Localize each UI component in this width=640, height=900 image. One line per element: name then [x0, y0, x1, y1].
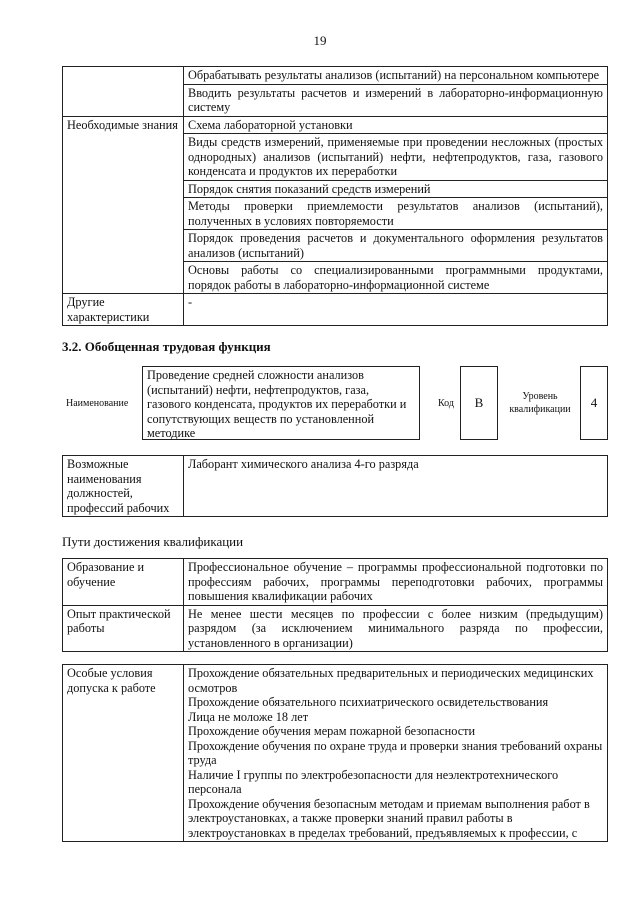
skill-item: Обрабатывать результаты анализов (испытаний) на персональном компьютере — [184, 67, 608, 85]
level-label: Уровень квалификации — [509, 391, 571, 415]
admission-table — [62, 664, 608, 842]
positions-label: Возможные наименования должностей, профессий рабочих — [63, 456, 184, 517]
admission-item: Прохождение обязательных предварительных и периодических медицинских осмотров — [188, 666, 594, 695]
positions-value: Лаборант химического анализа 4-го разряда — [184, 456, 608, 517]
paths-heading: Пути достижения квалификации — [62, 534, 244, 549]
row-label-knowledge: Необходимые знания — [63, 116, 184, 294]
function-name-label: Наименование — [66, 398, 129, 409]
admission-item: Прохождение обучения безопасным методам и приемам выполнения работ в электроустановках, а также проверки знаний правил работы в электроустановках в пределах требований, предъявляемых к профессии, с — [188, 796, 590, 840]
experience-label: Опыт практической работы — [63, 605, 184, 652]
function-header — [62, 366, 608, 442]
admission-item: Прохождение обучения мерам пожарной безопасности — [188, 724, 476, 738]
knowledge-item: Порядок снятия показаний средств измерений — [184, 180, 608, 198]
admission-item: Прохождение обучения по охране труда и проверки знания требований охраны труда — [188, 738, 603, 767]
experience-value: Не менее шести месяцев по профессии с более низким (предыдущим) разрядом (за исключением минимального разряда по профессии, установленного в организации) — [184, 605, 608, 652]
knowledge-item: Порядок проведения расчетов и документального оформления результатов анализов (испытаний) — [184, 230, 608, 262]
knowledge-item: Виды средств измерений, применяемые при проведении несложных (простых однородных) анализов (испытаний) нефти, нефтепродуктов, газа, газового конденсата и продуктов их переработки — [184, 134, 608, 181]
skill-item: Вводить результаты расчетов и измерений в лабораторно-информационную систему — [184, 84, 608, 116]
page-number: 19 — [313, 33, 327, 48]
other-item: - — [184, 294, 608, 326]
admission-label: Особые условия допуска к работе — [63, 665, 184, 842]
education-value: Профессиональное обучение – программы профессиональной подготовки по профессиям рабочих, программы переподготовки рабочих, программы повышения квалификации рабочих — [184, 559, 608, 606]
knowledge-item: Основы работы со специализированными программными продуктами, порядок работы в лабораторно-информационной системе — [184, 262, 608, 294]
admission-item: Прохождение обязательного психиатрического освидетельствования — [188, 695, 549, 709]
knowledge-item: Схема лабораторной установки — [184, 116, 608, 134]
admission-items — [184, 665, 608, 842]
admission-item: Лица не моложе 18 лет — [188, 709, 309, 724]
section-heading: 3.2. Обобщенная трудовая функция — [62, 339, 271, 354]
code-value: В — [460, 366, 498, 440]
row-label — [63, 67, 184, 117]
code-label: Код — [438, 398, 454, 409]
knowledge-table — [62, 66, 608, 326]
education-label: Образование и обучение — [63, 559, 184, 606]
positions-table — [62, 455, 608, 517]
knowledge-item: Методы проверки приемлемости результатов анализов (испытаний), полученных в условиях повторяемости — [184, 198, 608, 230]
education-table — [62, 558, 608, 652]
admission-item: Наличие I группы по электробезопасности для неэлектротехнического персонала — [188, 767, 559, 796]
function-name: Проведение средней сложности анализов (испытаний) нефти, нефтепродуктов, газа, газового конденсата, продуктов их переработки и сопутствующих веществ по установленной методике — [142, 366, 420, 440]
level-value: 4 — [580, 366, 608, 440]
row-label-other: Другие характеристики — [63, 294, 184, 326]
